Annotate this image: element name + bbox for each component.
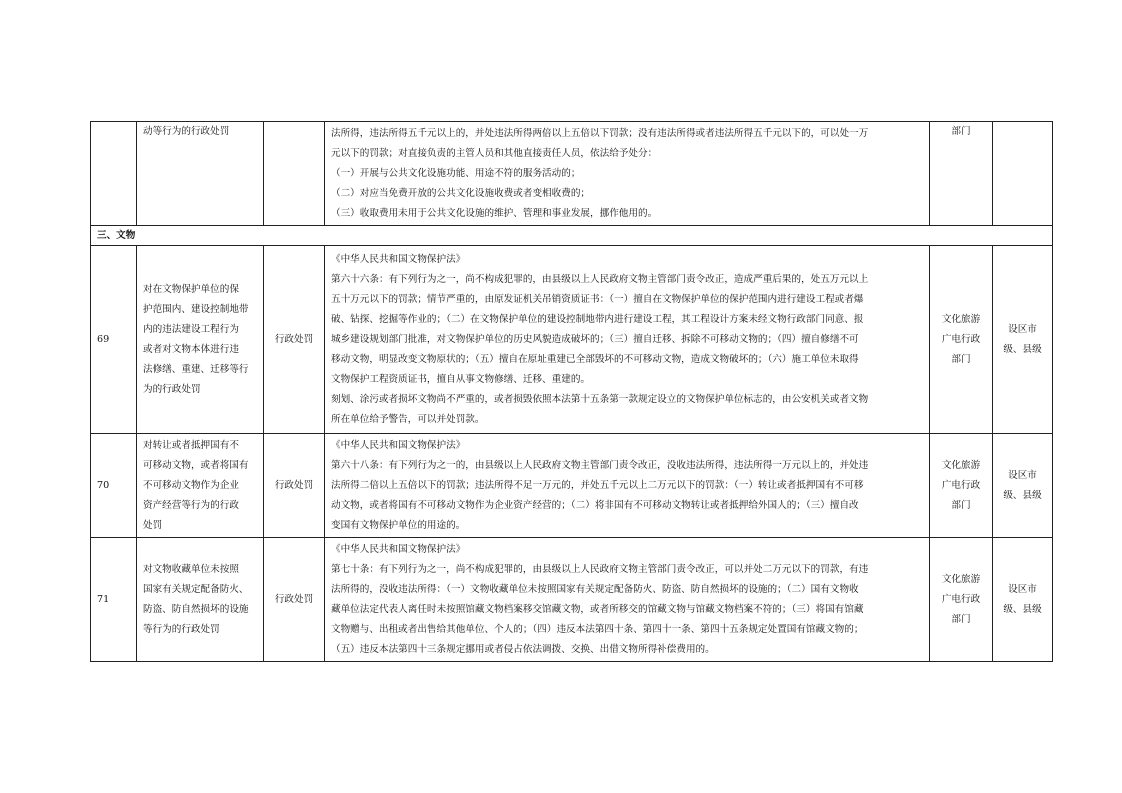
table-row (91, 434, 1053, 538)
level-cell (993, 246, 1053, 434)
dept-cell (930, 538, 993, 662)
basis-line: 所在单位给予警告，可以并处罚款。 (331, 413, 485, 425)
basis-line: 元以下的罚款；对直接负责的主管人员和其他直接责任人员，依法给予处分： (331, 147, 658, 159)
row-number: 70 (91, 434, 137, 538)
matter-text: 动等行为的行政处罚 (143, 126, 230, 137)
basis-cell (325, 434, 930, 538)
matter-line: 等行为的行政处罚 (143, 623, 220, 635)
basis-line: 藏单位法定代表人离任时未按照馆藏文物档案移交馆藏文物，或者所移交的馆藏文物与馆藏文物档案不符的；（三）将国有馆藏 (331, 603, 864, 615)
dept-cell (930, 246, 993, 434)
matter-line: 内的违法建设工程行为 (143, 323, 239, 335)
basis-line: 法所得，违法所得五千元以上的，并处违法所得两倍以上五倍以下罚款；没有违法所得或者违法所得五千元以下的，可以处一万 (331, 127, 869, 139)
matter-line: 为的行政处罚 (143, 383, 201, 395)
matter-line: 国家有关规定配备防火、 (143, 583, 249, 595)
dept-line: 广电行政 (941, 479, 981, 491)
dept-line: 部门 (951, 353, 971, 365)
penalty-table (90, 121, 1053, 662)
matter-cell (137, 122, 264, 226)
dept-text: 部门 (951, 126, 971, 137)
table-row (91, 538, 1053, 662)
section-row (91, 226, 1053, 246)
penalty-type: 行政处罚 (264, 246, 325, 434)
dept-cell (930, 434, 993, 538)
level-cell (993, 122, 1053, 226)
type-cell (264, 122, 325, 226)
dept-line: 文化旅游 (941, 313, 981, 325)
basis-line: 城乡建设规划部门批准，对文物保护单位的历史风貌造成破坏的；（三）擅自迁移、拆除不可移动文物的；（四）擅自修缮不可 (331, 333, 859, 345)
basis-line: 文物赠与、出租或者出售给其他单位、个人的；（四）违反本法第四十条、第四十一条、第四十五条规定处置国有馆藏文物的； (331, 623, 864, 635)
matter-line: 防盗、防自然损坏的设施 (143, 603, 249, 615)
row-number-cell (91, 122, 137, 226)
row-number: 69 (91, 246, 137, 434)
dept-cell (930, 122, 993, 226)
basis-line: 移动文物，明显改变文物原状的；（五）擅自在原址重建已全部毁坏的不可移动文物，造成文物破坏的；（六）施工单位未取得 (331, 353, 859, 365)
matter-line: 对在文物保护单位的保 (143, 283, 239, 295)
level-line: 级、县级 (1003, 603, 1042, 615)
level-line: 设区市 (1008, 323, 1037, 335)
basis-line: 第六十六条：有下列行为之一，尚不构成犯罪的，由县级以上人民政府文物主管部门责令改正，造成严重后果的，处五万元以上 (331, 273, 869, 285)
basis-line: （五）违反本法第四十三条规定挪用或者侵占依法调拨、交换、出借文物所得补偿费用的。 (331, 643, 715, 655)
matter-line: 法修缮、重建、迁移等行 (143, 363, 249, 375)
penalty-type: 行政处罚 (264, 434, 325, 538)
basis-cell (325, 538, 930, 662)
section-title: 三、文物 (91, 226, 1053, 246)
dept-line: 文化旅游 (941, 573, 981, 585)
matter-line: 资产经营等行为的行政 (143, 499, 239, 511)
basis-line: 第六十八条：有下列行为之一的，由县级以上人民政府文物主管部门责令改正，没收违法所得，违法所得一万元以上的，并处违 (331, 459, 869, 471)
dept-line: 文化旅游 (941, 459, 981, 471)
table-row-continued (91, 122, 1053, 226)
basis-line: 法所得二倍以上五倍以下的罚款；违法所得不足一万元的，并处五千元以上二万元以下的罚款：（一）转让或者抵押国有不可移 (331, 479, 864, 491)
basis-cell (325, 122, 930, 226)
basis-cell (325, 246, 930, 434)
basis-line: 《中华人民共和国文物保护法》 (331, 253, 466, 265)
matter-line: 对文物收藏单位未按照 (143, 563, 239, 575)
basis-line: 变国有文物保护单位的用途的。 (331, 519, 466, 531)
matter-line: 可移动文物，或者将国有 (143, 459, 249, 471)
dept-line: 广电行政 (941, 333, 981, 345)
matter-line: 护范围内、建设控制地带 (143, 303, 249, 315)
dept-line: 部门 (951, 613, 971, 625)
matter-line: 处罚 (143, 519, 163, 531)
basis-line: 破、钻探、挖掘等作业的；（二）在文物保护单位的建设控制地带内进行建设工程，其工程设计方案未经文物行政部门同意、报 (331, 313, 864, 325)
basis-line: 第七十条：有下列行为之一，尚不构成犯罪的，由县级以上人民政府文物主管部门责令改正，可以并处二万元以下的罚款，有违 (331, 563, 869, 575)
penalty-type: 行政处罚 (264, 538, 325, 662)
basis-line: 刻划、涂污或者损坏文物尚不严重的，或者损毁依照本法第十五条第一款规定设立的文物保护单位标志的，由公安机关或者文物 (331, 393, 869, 405)
dept-line: 广电行政 (941, 593, 981, 605)
matter-cell (137, 246, 264, 434)
level-line: 设区市 (1008, 469, 1037, 481)
basis-line: （一）开展与公共文化设施功能、用途不符的服务活动的； (331, 167, 581, 179)
matter-cell (137, 538, 264, 662)
basis-line: 文物保护工程资质证书，擅自从事文物修缮、迁移、重建的。 (331, 373, 591, 385)
matter-line: 不可移动文物作为企业 (143, 479, 239, 491)
matter-cell (137, 434, 264, 538)
level-cell (993, 434, 1053, 538)
basis-line: 五十万元以下的罚款；情节严重的，由原发证机关吊销资质证书：（一）擅自在文物保护单位的保护范围内进行建设工程或者爆 (331, 293, 864, 305)
basis-line: （三）收取费用未用于公共文化设施的维护、管理和事业发展，挪作他用的。 (331, 207, 658, 219)
level-line: 设区市 (1008, 583, 1037, 595)
basis-line: （二）对应当免费开放的公共文化设施收费或者变相收费的； (331, 187, 591, 199)
basis-line: 《中华人民共和国文物保护法》 (331, 439, 466, 451)
row-number: 71 (91, 538, 137, 662)
matter-line: 或者对文物本体进行违 (143, 343, 239, 355)
basis-line: 《中华人民共和国文物保护法》 (331, 543, 466, 555)
level-cell (993, 538, 1053, 662)
dept-line: 部门 (951, 499, 971, 511)
level-line: 级、县级 (1003, 343, 1042, 355)
basis-line: 动文物，或者将国有不可移动文物作为企业资产经营的；（二）将非国有不可移动文物转让或者抵押给外国人的；（三）擅自改 (331, 499, 859, 511)
matter-line: 对转让或者抵押国有不 (143, 439, 239, 451)
basis-line: 法所得的，没收违法所得：（一）文物收藏单位未按照国家有关规定配备防火、防盗、防自然损坏的设施的；（二）国有文物收 (331, 583, 859, 595)
table-row (91, 246, 1053, 434)
level-line: 级、县级 (1003, 489, 1042, 501)
